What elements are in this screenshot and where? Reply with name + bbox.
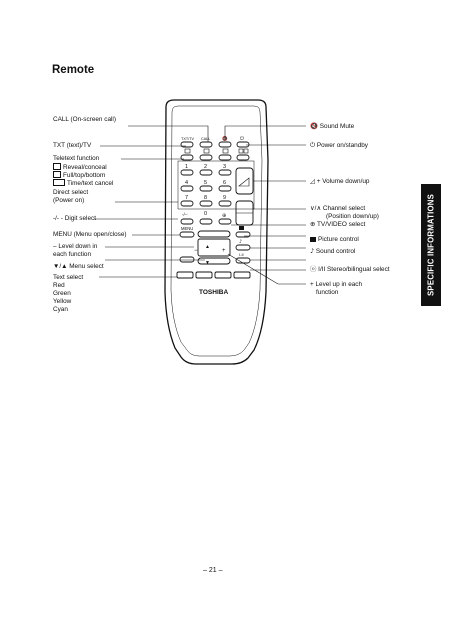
sound-icon-small: ♪ [239, 239, 243, 245]
volume-rocker [236, 168, 253, 194]
tv-video-icon: ⊕ [310, 220, 316, 228]
label-channel-1: ∨/∧ Channel select [310, 205, 366, 212]
nav-up-icon: ▲ [205, 244, 210, 250]
sound-control-icon: ♪ [310, 247, 315, 255]
label-stereo: ⓞ I/II Stereo/bilingual select [310, 265, 390, 273]
nav-plus-icon: + [222, 248, 226, 254]
picture-icon-small [239, 226, 244, 230]
digit-6: 6 [223, 180, 227, 186]
label-reveal: Reveal/conceal [53, 163, 107, 172]
label-level-down-2: each function [53, 251, 92, 258]
label-teletext-function: Teletext function [53, 155, 100, 162]
digit-3: 3 [223, 164, 227, 170]
reveal-icon [53, 163, 61, 170]
label-volume: ◿ + Volume down/up [310, 177, 370, 185]
tv-video-icon-small: ⊕ [222, 213, 227, 219]
power-icon: ⏻ [310, 141, 316, 149]
sound-mute-icon: 🔇 [310, 122, 318, 130]
label-menu: MENU (Menu open/close) [53, 231, 127, 238]
stereo-icon: ⓞ [310, 265, 317, 273]
label-yellow: Yellow [53, 298, 72, 305]
label-power: ⏻ Power on/standby [310, 141, 369, 149]
label-text-select: Text select [53, 274, 84, 281]
label-direct-select: Direct select [53, 189, 89, 196]
label-picture: Picture control [310, 236, 359, 244]
label-sound-mute: 🔇 Sound Mute [310, 122, 355, 130]
digit-7: 7 [185, 195, 189, 201]
digit-0: 0 [204, 211, 208, 217]
teletext-buttons [181, 155, 249, 160]
digit-8: 8 [204, 195, 208, 201]
label-cyan: Cyan [53, 306, 68, 313]
label-menu-select: ▼/▲ Menu select [53, 263, 104, 270]
menu-btn-label: MENU [181, 226, 194, 231]
label-time: Time/text cancel [53, 179, 113, 188]
picture-icon [310, 237, 316, 242]
label-level-up-2: function [316, 289, 339, 296]
call-btn-label: CALL [201, 137, 211, 141]
brand-logo: TOSHIBA [199, 289, 229, 296]
label-channel-2: (Position down/up) [326, 213, 379, 220]
label-red: Red [53, 282, 65, 289]
channel-rocker [236, 201, 253, 225]
stereo-btn-label: I-II [239, 252, 244, 257]
label-level-down-1: – Level down in [53, 243, 98, 250]
label-sound-control: ♪ Sound control [310, 247, 356, 255]
txt-tv-btn-label: TXT/TV [181, 137, 195, 141]
page-title: Remote [52, 64, 95, 76]
digit-row-buttons [181, 219, 231, 224]
time-icon [53, 179, 65, 186]
mute-icon-small: 🔇 [222, 137, 228, 142]
nav-minus-icon: − [194, 248, 198, 254]
colour-buttons [177, 272, 250, 278]
top-row-buttons [181, 142, 249, 147]
volume-icon: ◿ [310, 177, 315, 185]
digit-2: 2 [204, 164, 208, 170]
label-green: Green [53, 290, 71, 297]
teletext-icons [185, 149, 248, 153]
label-digit-select: -/- - Digit select [53, 215, 96, 222]
digit-1: 1 [185, 164, 189, 170]
digit-select-btn-label: -/-- [182, 212, 188, 217]
label-full: Full/top/bottom [53, 171, 105, 180]
page-number: – 21 – [203, 567, 223, 574]
label-level-up-1: + Level up in each [310, 281, 363, 288]
digit-9: 9 [223, 195, 227, 201]
digit-5: 5 [204, 180, 208, 186]
label-call: CALL (On-screen call) [53, 116, 116, 123]
digit-4: 4 [185, 180, 189, 186]
label-power-on: (Power on) [53, 197, 85, 204]
label-tv-video: ⊕ TV/VIDEO select [310, 220, 366, 228]
side-tab-label: SPECIFIC INFORMATIONS [426, 194, 436, 296]
label-txt-tv: TXT (text)/TV [53, 142, 92, 149]
nav-down-icon: ▼ [205, 260, 210, 266]
full-icon [53, 171, 61, 178]
right-side-buttons [236, 232, 250, 263]
power-icon-small: ⏻ [240, 136, 244, 142]
